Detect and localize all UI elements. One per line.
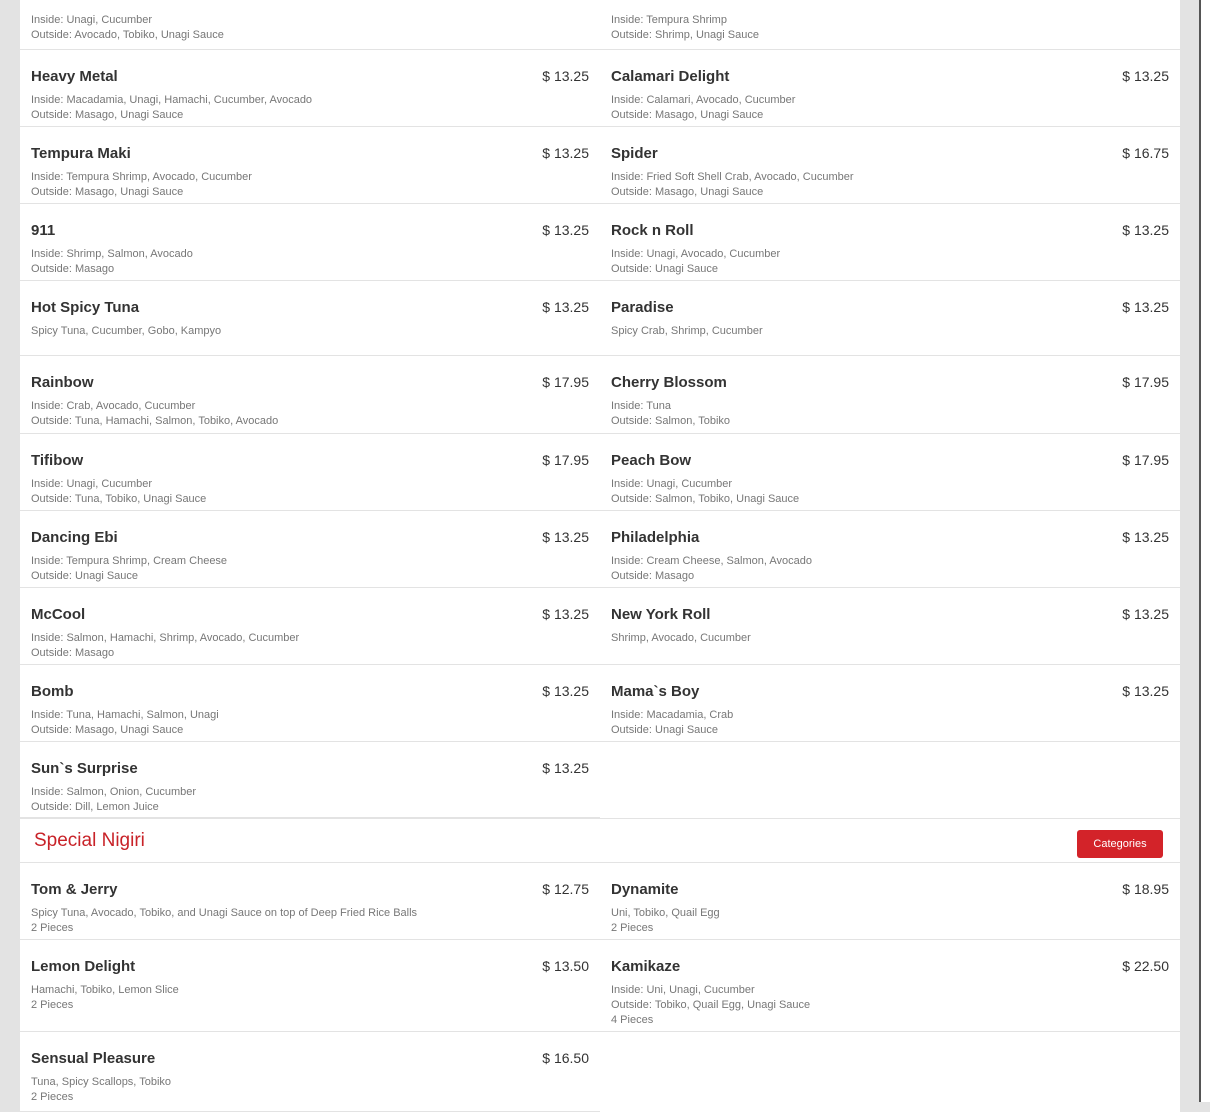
item-description-line: Outside: Unagi Sauce: [611, 263, 719, 275]
menu-item[interactable]: [20, 356, 600, 434]
item-description-line: Outside: Tobiko, Quail Egg, Unagi Sauce: [611, 999, 811, 1011]
menu-item[interactable]: [600, 281, 1180, 356]
item-price: $ 22.50: [1122, 958, 1169, 974]
item-description-line: Inside: Tempura Shrimp, Cream Cheese: [31, 555, 228, 567]
item-description: [611, 247, 780, 277]
item-description-line: Inside: Unagi, Cucumber: [611, 478, 733, 490]
item-description-line: Inside: Fried Soft Shell Crab, Avocado, Cucumber: [611, 171, 854, 183]
menu-item[interactable]: [20, 50, 600, 127]
menu-panel: [20, 0, 1180, 1112]
item-description-line: Outside: Masago, Unagi Sauce: [611, 186, 764, 198]
item-price: $ 17.95: [1122, 374, 1169, 390]
item-description-line: Outside: Shrimp, Unagi Sauce: [611, 29, 759, 41]
item-price: $ 13.25: [542, 68, 589, 84]
item-description-line: Outside: Tuna, Tobiko, Unagi Sauce: [31, 493, 207, 505]
menu-item[interactable]: [600, 434, 1180, 511]
empty-cell: [600, 1032, 1180, 1112]
item-description-line: Outside: Masago, Unagi Sauce: [611, 109, 764, 121]
item-name: 911: [31, 222, 56, 239]
item-description: [611, 13, 759, 43]
item-name: Spider: [611, 145, 658, 162]
item-price: $ 13.25: [1122, 683, 1169, 699]
menu-item[interactable]: [600, 204, 1180, 281]
item-name: Cherry Blossom: [611, 374, 727, 391]
item-description-line: 2 Pieces: [611, 922, 654, 934]
item-description-line: 4 Pieces: [611, 1014, 654, 1026]
item-description: [31, 708, 219, 738]
item-description: [611, 631, 751, 646]
menu-item[interactable]: [600, 511, 1180, 588]
item-price: $ 17.95: [542, 374, 589, 390]
item-description: [31, 93, 312, 123]
section-title: Special Nigiri: [34, 830, 145, 851]
item-description: [611, 708, 733, 738]
item-name: Peach Bow: [611, 452, 692, 469]
item-description: [611, 477, 799, 507]
item-description-line: Outside: Dill, Lemon Juice: [31, 801, 159, 813]
item-description: [611, 324, 763, 339]
item-description-line: Inside: Unagi, Avocado, Cucumber: [611, 248, 781, 260]
item-description-line: Hamachi, Tobiko, Lemon Slice: [31, 984, 179, 996]
item-description-line: Inside: Tuna, Hamachi, Salmon, Unagi: [31, 709, 219, 721]
item-name: Heavy Metal: [31, 68, 118, 85]
item-name: Kamikaze: [611, 958, 681, 975]
item-description: [611, 170, 854, 200]
item-price: $ 17.95: [1122, 452, 1169, 468]
item-name: Tifibow: [31, 452, 84, 469]
menu-item[interactable]: [600, 0, 1180, 50]
item-name: Rainbow: [31, 374, 94, 391]
item-name: Rock n Roll: [611, 222, 694, 239]
item-description-line: Inside: Macadamia, Crab: [611, 709, 734, 721]
item-price: $ 13.25: [542, 760, 589, 776]
item-description-line: Outside: Salmon, Tobiko: [611, 415, 731, 427]
item-name: Lemon Delight: [31, 958, 136, 975]
menu-item[interactable]: [20, 204, 600, 281]
menu-item[interactable]: [600, 50, 1180, 127]
item-name: McCool: [31, 606, 86, 623]
item-price: $ 13.25: [542, 683, 589, 699]
item-description: [31, 399, 278, 429]
item-price: $ 13.25: [542, 222, 589, 238]
item-description: [31, 1075, 171, 1105]
menu-item[interactable]: [20, 665, 600, 742]
item-description-line: Outside: Tuna, Hamachi, Salmon, Tobiko, Avocado: [31, 415, 279, 427]
item-price: $ 13.25: [542, 145, 589, 161]
item-description: [31, 631, 299, 661]
item-description-line: Spicy Tuna, Cucumber, Gobo, Kampyo: [31, 325, 222, 337]
item-name: Bomb: [31, 683, 74, 700]
item-description-line: Inside: Uni, Unagi, Cucumber: [611, 984, 755, 996]
item-description-line: Outside: Unagi Sauce: [31, 570, 139, 582]
item-description-line: Outside: Avocado, Tobiko, Unagi Sauce: [31, 29, 224, 41]
item-price: $ 17.95: [542, 452, 589, 468]
item-description-line: Shrimp, Avocado, Cucumber: [611, 632, 751, 644]
item-name: Sensual Pleasure: [31, 1050, 156, 1067]
item-price: $ 16.50: [542, 1050, 589, 1066]
item-price: $ 13.25: [1122, 222, 1169, 238]
item-price: $ 12.75: [542, 881, 589, 897]
item-name: Dynamite: [611, 881, 679, 898]
item-name: Sun`s Surprise: [31, 760, 138, 777]
item-description-line: Outside: Unagi Sauce: [611, 724, 719, 736]
item-description: [31, 247, 193, 277]
menu-item[interactable]: [20, 434, 600, 511]
item-description-line: Tuna, Spicy Scallops, Tobiko: [31, 1076, 172, 1088]
item-description-line: Outside: Salmon, Tobiko, Unagi Sauce: [611, 493, 800, 505]
special-nigiri-list: [20, 863, 1180, 1112]
item-name: Tom & Jerry: [31, 881, 118, 898]
item-price: $ 13.25: [1122, 299, 1169, 315]
item-description-line: Inside: Calamari, Avocado, Cucumber: [611, 94, 796, 106]
menu-item[interactable]: [20, 0, 600, 50]
item-description-line: Inside: Unagi, Cucumber: [31, 478, 153, 490]
item-price: $ 13.25: [1122, 68, 1169, 84]
item-description-line: Inside: Crab, Avocado, Cucumber: [31, 400, 196, 412]
item-name: Calamari Delight: [611, 68, 730, 85]
menu-item[interactable]: [20, 511, 600, 588]
item-description: [611, 93, 795, 123]
item-description: [31, 906, 417, 936]
item-name: Philadelphia: [611, 529, 700, 546]
menu-item[interactable]: [600, 356, 1180, 434]
item-name: Mama`s Boy: [611, 683, 700, 700]
menu-item[interactable]: [600, 665, 1180, 742]
menu-item[interactable]: [600, 863, 1180, 940]
item-description-line: Spicy Tuna, Avocado, Tobiko, and Unagi Sauce on top of Deep Fried Rice Balls: [31, 907, 418, 919]
empty-cell: [600, 742, 1180, 818]
item-name: Dancing Ebi: [31, 529, 118, 546]
item-description: [611, 399, 730, 429]
item-description-line: Inside: Salmon, Hamachi, Shrimp, Avocado, Cucumber: [31, 632, 300, 644]
menu-item[interactable]: [20, 127, 600, 204]
item-price: $ 13.25: [542, 529, 589, 545]
item-description-line: Outside: Masago, Unagi Sauce: [31, 186, 184, 198]
item-description-line: 2 Pieces: [31, 922, 74, 934]
menu-item[interactable]: [20, 742, 600, 818]
item-description-line: Outside: Masago: [31, 263, 115, 275]
item-description-line: Inside: Tempura Shrimp, Avocado, Cucumber: [31, 171, 252, 183]
item-description: [31, 170, 252, 200]
item-description-line: Spicy Crab, Shrimp, Cucumber: [611, 325, 763, 337]
item-description-line: Outside: Masago, Unagi Sauce: [31, 109, 184, 121]
menu-item[interactable]: [600, 588, 1180, 665]
item-price: $ 16.75: [1122, 145, 1169, 161]
item-price: $ 13.25: [542, 606, 589, 622]
item-description: [31, 324, 221, 339]
item-description: [31, 983, 179, 1013]
categories-button[interactable]: Categories: [1077, 830, 1163, 858]
menu-item[interactable]: [600, 127, 1180, 204]
menu-item[interactable]: [20, 940, 600, 1032]
item-description-line: Inside: Tempura Shrimp: [611, 14, 727, 26]
item-description-line: 2 Pieces: [31, 999, 74, 1011]
menu-item[interactable]: [20, 1032, 600, 1112]
item-description-line: Outside: Masago: [31, 647, 115, 659]
menu-item[interactable]: [20, 588, 600, 665]
item-description: [31, 13, 224, 43]
item-price: $ 13.25: [1122, 606, 1169, 622]
item-description: [611, 554, 812, 584]
rolls-list: [20, 0, 1180, 818]
item-description: [31, 554, 227, 584]
item-description-line: Inside: Shrimp, Salmon, Avocado: [31, 248, 193, 260]
item-description-line: Inside: Macadamia, Unagi, Hamachi, Cucumber, Avocado: [31, 94, 313, 106]
item-description: [31, 477, 206, 507]
item-description-line: Outside: Masago, Unagi Sauce: [31, 724, 184, 736]
menu-item[interactable]: [600, 940, 1180, 1032]
menu-item[interactable]: [20, 281, 600, 356]
item-description: [611, 983, 810, 1028]
item-description-line: Outside: Masago: [611, 570, 695, 582]
page-edge: [1201, 0, 1210, 1102]
item-name: New York Roll: [611, 606, 711, 623]
section-header-special-nigiri: [20, 818, 1180, 863]
item-name: Paradise: [611, 299, 674, 316]
item-description-line: Inside: Tuna: [611, 400, 671, 412]
item-description: [611, 906, 720, 936]
item-name: Tempura Maki: [31, 145, 131, 162]
menu-item[interactable]: [20, 863, 600, 940]
item-price: $ 13.25: [542, 299, 589, 315]
item-description-line: Inside: Unagi, Cucumber: [31, 14, 153, 26]
item-name: Hot Spicy Tuna: [31, 299, 140, 316]
item-price: $ 18.95: [1122, 881, 1169, 897]
item-description-line: Inside: Cream Cheese, Salmon, Avocado: [611, 555, 812, 567]
item-price: $ 13.25: [1122, 529, 1169, 545]
item-description-line: Inside: Salmon, Onion, Cucumber: [31, 786, 197, 798]
item-description-line: Uni, Tobiko, Quail Egg: [611, 907, 720, 919]
item-description: [31, 785, 196, 815]
item-description-line: 2 Pieces: [31, 1091, 74, 1103]
item-price: $ 13.50: [542, 958, 589, 974]
